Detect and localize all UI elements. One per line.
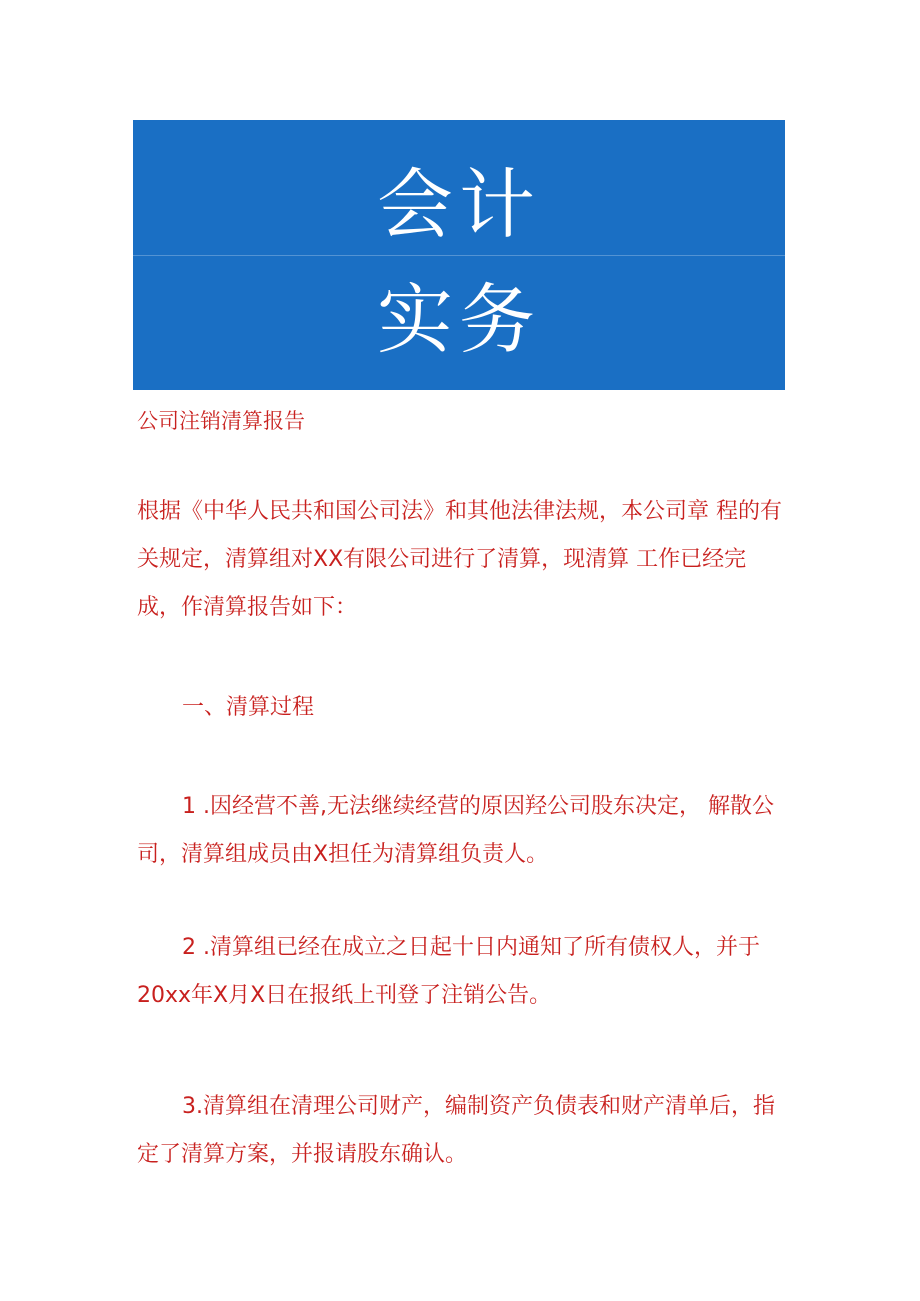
section-heading: 一、清算过程	[182, 695, 315, 720]
list-item: 2 .清算组已经在成立之日起十日内通知了所有债权人，并于20xx年X月X日在报纸上刊登了注销公告。	[137, 935, 760, 1008]
list-item: 1 .因经营不善,无法继续经营的原因羟公司股东决定， 解散公司，清算组成员由X担任为清算组负责人。	[137, 794, 774, 867]
list-item: 3.清算组在清理公司财产，编制资产负债表和财产清单后，指定了清算方案，并报请股东确认。	[137, 1094, 775, 1167]
intro-paragraph: 根据《中华人民共和国公司法》和其他法律法规，本公司章 程的有关规定，清算组对XX有限公司进行了清算，现清算 工作已经完成，作清算报告如下：	[137, 499, 782, 620]
header-banner	[133, 120, 785, 390]
document-title: 公司注销清算报告	[137, 409, 305, 433]
banner-title-line-1: 会计	[377, 160, 541, 249]
banner-title-line-2: 实务	[377, 275, 541, 364]
banner-divider	[133, 255, 785, 256]
